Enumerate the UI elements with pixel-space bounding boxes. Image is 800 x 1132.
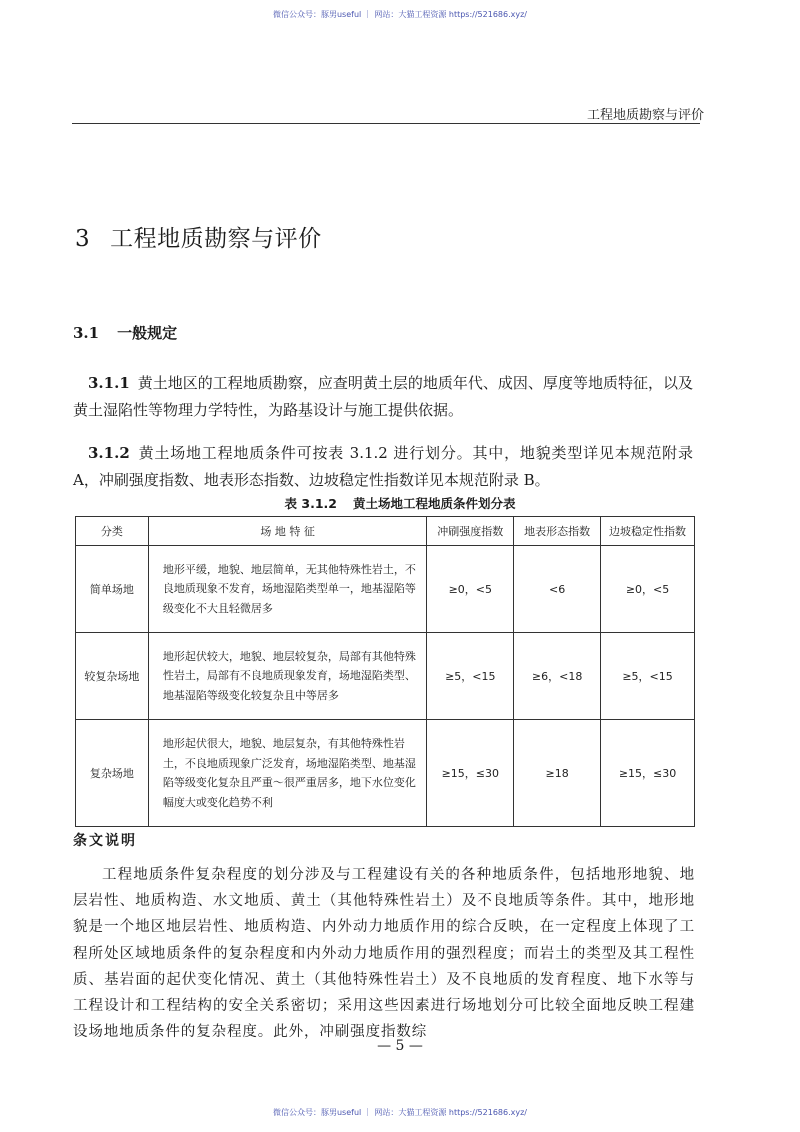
cell-category: 简单场地: [76, 546, 149, 633]
clause-number: 3.1.2: [88, 444, 130, 462]
cell-category: 复杂场地: [76, 720, 149, 827]
clause-text: 黄土场地工程地质条件可按表 3.1.2 进行划分。其中，地貌类型详见本规范附录 A，冲刷强度指数、地表形态指数、边坡稳定性指数详见本规范附录 B。: [73, 444, 693, 489]
watermark-bottom: 微信公众号：豚男useful ｜ 网站：大猫工程资源 https://521686.xyz/: [272, 1108, 528, 1117]
clause-text: 黄土地区的工程地质勘察，应查明黄土层的地质年代、成因、厚度等地质特征，以及黄土湿陷性等物理力学特性，为路基设计与施工提供依据。: [73, 374, 693, 419]
header-category: 分类: [76, 517, 149, 546]
cell-slope-stability-index: ≥15，≤30: [601, 720, 695, 827]
header-scour-index: 冲刷强度指数: [427, 517, 514, 546]
cell-scour-index: ≥0，<5: [427, 546, 514, 633]
chapter-title: [75, 220, 322, 253]
cell-surface-form-index: <6: [514, 546, 601, 633]
chapter-number: 3: [75, 226, 91, 252]
cell-category: 较复杂场地: [76, 633, 149, 720]
header-rule: [72, 123, 700, 124]
section-title-text: 一般规定: [117, 324, 178, 342]
table-header-row: [76, 517, 695, 546]
note-title: 条文说明: [73, 833, 137, 849]
table-row: [76, 546, 695, 633]
table-row: [76, 720, 695, 827]
cell-features: 地形起伏很大，地貌、地层复杂，有其他特殊性岩土，不良地质现象广泛发育，场地湿陷类型、地基湿陷等级变化复杂且严重～很严重居多，地下水位变化幅度大或变化趋势不利: [148, 720, 426, 827]
cell-features: 地形平缓，地貌、地层简单，无其他特殊性岩土，不良地质现象不发育，场地湿陷类型单一，地基湿陷等级变化不大且轻微居多: [148, 546, 426, 633]
cell-surface-form-index: ≥18: [514, 720, 601, 827]
cell-slope-stability-index: ≥5，<15: [601, 633, 695, 720]
section-number: 3.1: [73, 324, 100, 342]
table-caption-number: 表 3.1.2: [284, 496, 337, 511]
header-site-features: 场 地 特 征: [148, 517, 426, 546]
cell-scour-index: ≥15，≤30: [427, 720, 514, 827]
cell-surface-form-index: ≥6，<18: [514, 633, 601, 720]
note-body: 工程地质条件复杂程度的划分涉及与工程建设有关的各种地质条件，包括地形地貌、地层岩性、地质构造、水文地质、黄土（其他特殊性岩土）及不良地质等条件。其中，地形地貌是一个地区地层岩性、地质构造、内外动力地质作用的综合反映，在一定程度上体现了工程所处区域地质条件的复杂程度和内外动力地质作用的强烈程度；而岩土的类型及其工程性质、基岩面的起伏变化情况、黄土（其他特殊性岩土）及不良地质的发育程度、地下水等与工程设计和工程结构的安全关系密切；采用这些因素进行场地划分可比较全面地反映工程建设场地地质条件的复杂程度。此外，冲刷强度指数综: [73, 867, 695, 1041]
cell-features: 地形起伏较大，地貌、地层较复杂，局部有其他特殊性岩土，局部有不良地质现象发育，场地湿陷类型、地基湿陷等级变化较复杂且中等居多: [148, 633, 426, 720]
table-row: [76, 633, 695, 720]
header-slope-stability-index: 边坡稳定性指数: [601, 517, 695, 546]
section-title: [73, 322, 177, 343]
watermark-top: 微信公众号：豚男useful ｜ 网站：大猫工程资源 https://521686.xyz/: [272, 10, 528, 19]
header-surface-form-index: 地表形态指数: [514, 517, 601, 546]
cell-slope-stability-index: ≥0，<5: [601, 546, 695, 633]
table-caption-title: 黄土场地工程地质条件划分表: [352, 496, 516, 511]
running-header: 工程地质勘察与评价: [586, 108, 704, 123]
clause-number: 3.1.1: [88, 374, 130, 392]
clause-3-1-2: [73, 440, 693, 494]
clause-3-1-1: [73, 370, 693, 424]
site-classification-table: [75, 516, 695, 827]
table-caption: [0, 494, 800, 512]
cell-scour-index: ≥5，<15: [427, 633, 514, 720]
chapter-title-text: 工程地质勘察与评价: [110, 226, 322, 252]
page-number: — 5 —: [377, 1038, 423, 1054]
